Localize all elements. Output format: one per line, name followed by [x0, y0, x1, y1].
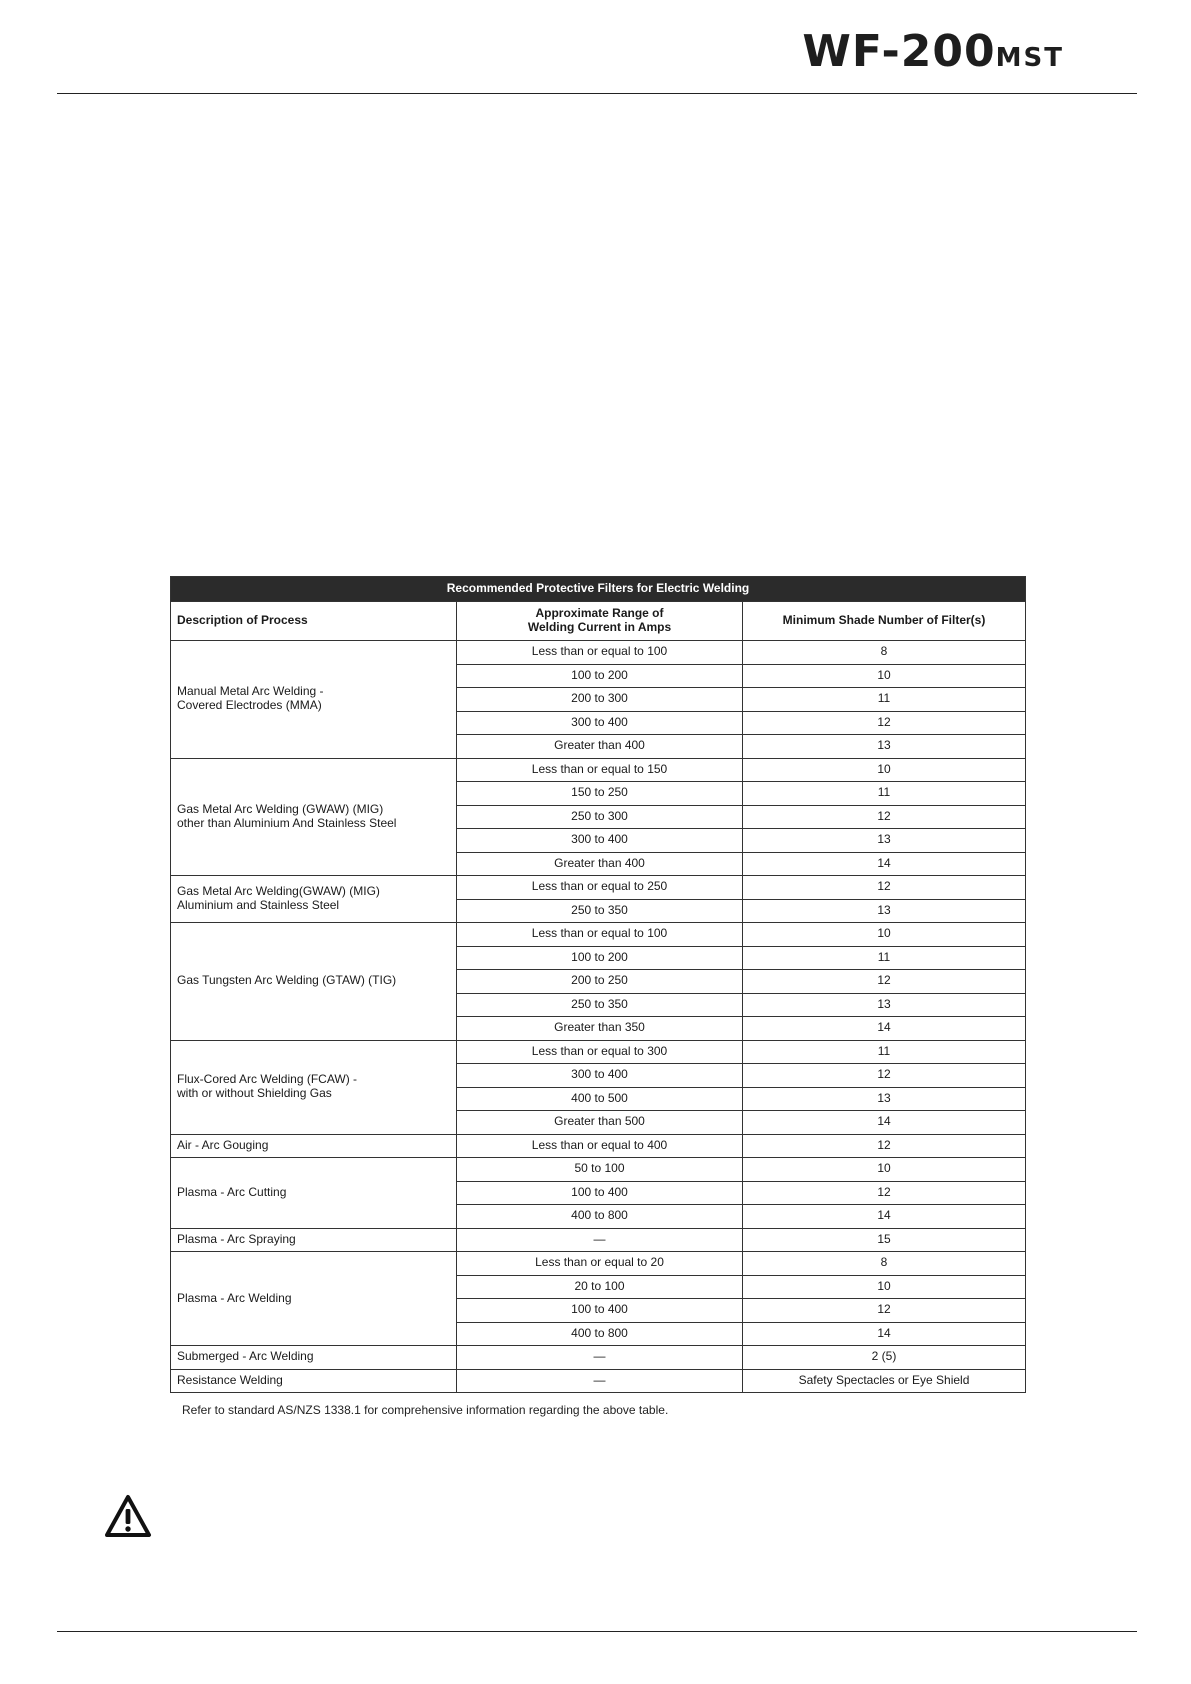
process-cell — [171, 1252, 457, 1346]
process-label: Flux-Cored Arc Welding (FCAW) - — [177, 1072, 358, 1087]
current-range-cell: 100 to 400 — [457, 1181, 743, 1205]
current-range-cell: 250 to 300 — [457, 805, 743, 829]
shade-number-cell: 2 (5) — [743, 1346, 1026, 1370]
table-row — [171, 923, 1026, 947]
current-range-cell: Greater than 500 — [457, 1111, 743, 1135]
table-row — [171, 1252, 1026, 1276]
shade-number-cell: 10 — [743, 758, 1026, 782]
shade-number-cell: 14 — [743, 1111, 1026, 1135]
current-range-cell: 400 to 800 — [457, 1205, 743, 1229]
process-cell — [171, 641, 457, 759]
current-range-cell: 50 to 100 — [457, 1158, 743, 1182]
shade-number-cell: 11 — [743, 946, 1026, 970]
table-row — [171, 1228, 1026, 1252]
current-range-cell: 400 to 500 — [457, 1087, 743, 1111]
table-row — [171, 876, 1026, 900]
process-cell — [171, 758, 457, 876]
table-row — [171, 1369, 1026, 1393]
table-row — [171, 1158, 1026, 1182]
current-range-cell: Less than or equal to 150 — [457, 758, 743, 782]
shade-number-cell: 12 — [743, 1134, 1026, 1158]
current-range-cell: Greater than 400 — [457, 735, 743, 759]
current-range-cell: 400 to 800 — [457, 1322, 743, 1346]
shade-number-cell: 12 — [743, 1181, 1026, 1205]
header-process: Description of Process — [171, 602, 457, 641]
shade-number-cell: 14 — [743, 1017, 1026, 1041]
shade-number-cell: 12 — [743, 711, 1026, 735]
process-cell — [171, 1134, 457, 1158]
current-range-cell: 250 to 350 — [457, 899, 743, 923]
shade-number-cell: 13 — [743, 899, 1026, 923]
header-shade: Minimum Shade Number of Filter(s) — [743, 602, 1026, 641]
shade-number-cell: 14 — [743, 1205, 1026, 1229]
process-label: Gas Metal Arc Welding(GWAW) (MIG) — [177, 884, 380, 899]
current-range-cell: Less than or equal to 250 — [457, 876, 743, 900]
current-range-cell: 300 to 400 — [457, 829, 743, 853]
process-label: Gas Metal Arc Welding (GWAW) (MIG) — [177, 801, 384, 816]
current-range-cell: Greater than 350 — [457, 1017, 743, 1041]
shade-number-cell: 11 — [743, 782, 1026, 806]
shade-number-cell: 14 — [743, 1322, 1026, 1346]
process-cell — [171, 923, 457, 1041]
process-cell — [171, 1158, 457, 1229]
shade-number-cell: 13 — [743, 1087, 1026, 1111]
shade-number-cell: 14 — [743, 852, 1026, 876]
process-cell — [171, 1369, 457, 1393]
process-label: Aluminium and Stainless Steel — [177, 898, 340, 912]
process-label: Air - Arc Gouging — [177, 1137, 269, 1152]
table-row — [171, 758, 1026, 782]
current-range-cell: Greater than 400 — [457, 852, 743, 876]
current-range-cell: 20 to 100 — [457, 1275, 743, 1299]
current-range-cell: 200 to 300 — [457, 688, 743, 712]
shade-number-cell: 12 — [743, 970, 1026, 994]
shade-number-cell: 12 — [743, 1064, 1026, 1088]
process-label: Covered Electrodes (MMA) — [177, 698, 322, 713]
table-body — [171, 641, 1026, 1393]
process-label: Gas Tungsten Arc Welding (GTAW) (TIG) — [177, 973, 397, 988]
header-current — [457, 602, 743, 641]
shade-number-cell: 15 — [743, 1228, 1026, 1252]
footer-divider — [57, 1631, 1137, 1632]
current-range-cell: Less than or equal to 20 — [457, 1252, 743, 1276]
shade-number-cell: Safety Spectacles or Eye Shield — [743, 1369, 1026, 1393]
shade-number-cell: 10 — [743, 664, 1026, 688]
logo-suffix: MST — [995, 43, 1064, 73]
table-row — [171, 1134, 1026, 1158]
process-label: Manual Metal Arc Welding - — [177, 684, 324, 699]
shade-number-cell: 13 — [743, 735, 1026, 759]
current-range-cell: 300 to 400 — [457, 1064, 743, 1088]
current-range-cell: Less than or equal to 300 — [457, 1040, 743, 1064]
table-row — [171, 1040, 1026, 1064]
current-range-cell: 300 to 400 — [457, 711, 743, 735]
shade-number-cell: 12 — [743, 876, 1026, 900]
shade-number-cell: 11 — [743, 688, 1026, 712]
protective-filters-table — [170, 576, 1026, 1393]
shade-number-cell: 8 — [743, 641, 1026, 665]
shade-number-cell: 10 — [743, 923, 1026, 947]
table-row — [171, 1346, 1026, 1370]
header-current-line1: Approximate Range of — [535, 606, 664, 621]
current-range-cell: 100 to 200 — [457, 946, 743, 970]
process-label: Plasma - Arc Welding — [177, 1290, 292, 1305]
shade-number-cell: 11 — [743, 1040, 1026, 1064]
current-range-cell: Less than or equal to 100 — [457, 641, 743, 665]
process-cell — [171, 876, 457, 923]
process-label: Resistance Welding — [177, 1372, 283, 1387]
current-range-cell: 100 to 400 — [457, 1299, 743, 1323]
current-range-cell: 150 to 250 — [457, 782, 743, 806]
current-range-cell: 200 to 250 — [457, 970, 743, 994]
current-range-cell: — — [457, 1228, 743, 1252]
process-cell — [171, 1346, 457, 1370]
shade-number-cell: 12 — [743, 805, 1026, 829]
warning-triangle-icon — [104, 1494, 152, 1538]
brand-logo — [802, 26, 1064, 77]
process-cell — [171, 1228, 457, 1252]
shade-number-cell: 10 — [743, 1275, 1026, 1299]
current-range-cell: Less than or equal to 100 — [457, 923, 743, 947]
process-label: Plasma - Arc Cutting — [177, 1184, 287, 1199]
table-footnote: Refer to standard AS/NZS 1338.1 for comprehensive information regarding the above table. — [182, 1403, 669, 1417]
process-label: other than Aluminium And Stainless Steel — [177, 815, 397, 830]
logo-model: WF-200 — [802, 26, 996, 77]
shade-number-cell: 12 — [743, 1299, 1026, 1323]
process-label: with or without Shielding Gas — [177, 1086, 332, 1100]
current-range-cell: — — [457, 1369, 743, 1393]
shade-number-cell: 13 — [743, 993, 1026, 1017]
header-current-line2: Welding Current in Amps — [527, 620, 672, 634]
shade-number-cell: 8 — [743, 1252, 1026, 1276]
shade-number-cell: 13 — [743, 829, 1026, 853]
current-range-cell: Less than or equal to 400 — [457, 1134, 743, 1158]
header-divider — [57, 93, 1137, 94]
table-row — [171, 641, 1026, 665]
table-title: Recommended Protective Filters for Electric Welding — [171, 577, 1026, 602]
current-range-cell: 250 to 350 — [457, 993, 743, 1017]
current-range-cell: — — [457, 1346, 743, 1370]
current-range-cell: 100 to 200 — [457, 664, 743, 688]
process-cell — [171, 1040, 457, 1134]
shade-number-cell: 10 — [743, 1158, 1026, 1182]
process-label: Submerged - Arc Welding — [177, 1349, 314, 1364]
process-label: Plasma - Arc Spraying — [177, 1231, 296, 1246]
